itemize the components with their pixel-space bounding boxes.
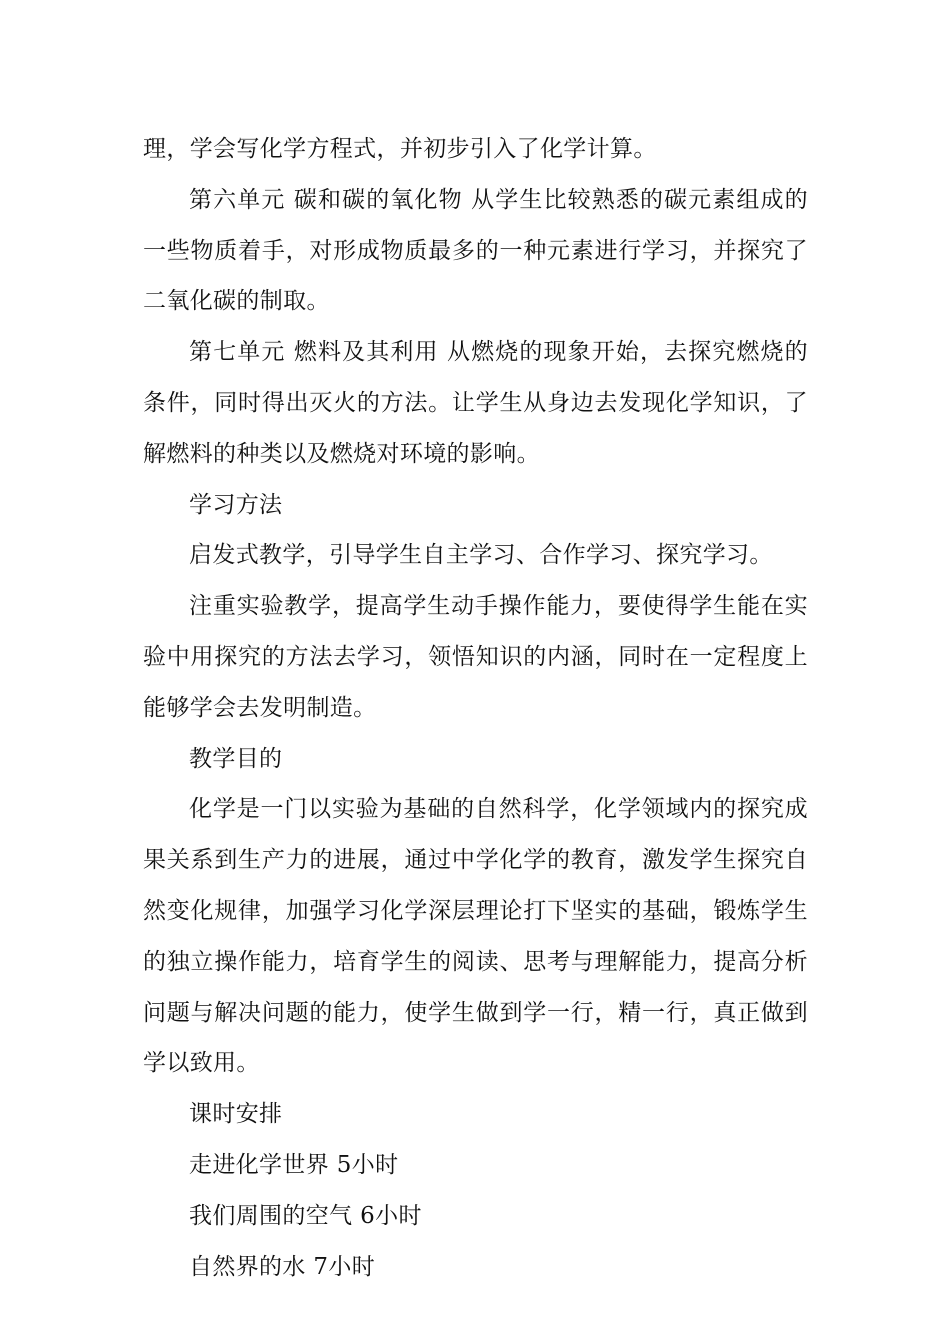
paragraph-heuristic-teaching: 启发式教学，引导学生自主学习、合作学习、探究学习。 bbox=[189, 542, 773, 569]
document-body bbox=[143, 124, 808, 1292]
paragraph-unit-six: 第六单元 碳和碳的氧化物 从学生比较熟悉的碳元素组成的一些物质着手，对形成物质最多的一种元素进行学习，并探究了二氧化碳的制取。 bbox=[143, 186, 808, 315]
schedule-item-air: 我们周围的空气 6小时 bbox=[189, 1202, 422, 1229]
paragraph-continuation: 理，学会写化学方程式，并初步引入了化学计算。 bbox=[143, 136, 657, 162]
schedule-item-chemistry-world: 走进化学世界 5小时 bbox=[189, 1151, 399, 1178]
paragraph-teaching-purpose: 化学是一门以实验为基础的自然科学，化学领域内的探究成果关系到生产力的进展，通过中学化学的教育，激发学生探究自然变化规律，加强学习化学深层理论打下坚实的基础，锻炼学生的独立操作能力，培育学生的阅读、思考与理解能力，提高分析问题与解决问题的能力，使学生做到学一行，精一行，真正做到学以致用。 bbox=[143, 796, 808, 1077]
heading-class-schedule: 课时安排 bbox=[189, 1101, 283, 1128]
heading-teaching-purpose: 教学目的 bbox=[189, 745, 283, 772]
schedule-item-water: 自然界的水 7小时 bbox=[189, 1253, 376, 1280]
paragraph-unit-seven: 第七单元 燃料及其利用 从燃烧的现象开始，去探究燃烧的条件，同时得出灭火的方法。让学生从身边去发现化学知识，了解燃料的种类以及燃烧对环境的影响。 bbox=[143, 339, 808, 467]
heading-learning-methods: 学习方法 bbox=[189, 491, 283, 518]
paragraph-experiment-teaching: 注重实验教学，提高学生动手操作能力，要使得学生能在实验中用探究的方法去学习，领悟知识的内涵，同时在一定程度上能够学会去发明制造。 bbox=[143, 593, 808, 721]
